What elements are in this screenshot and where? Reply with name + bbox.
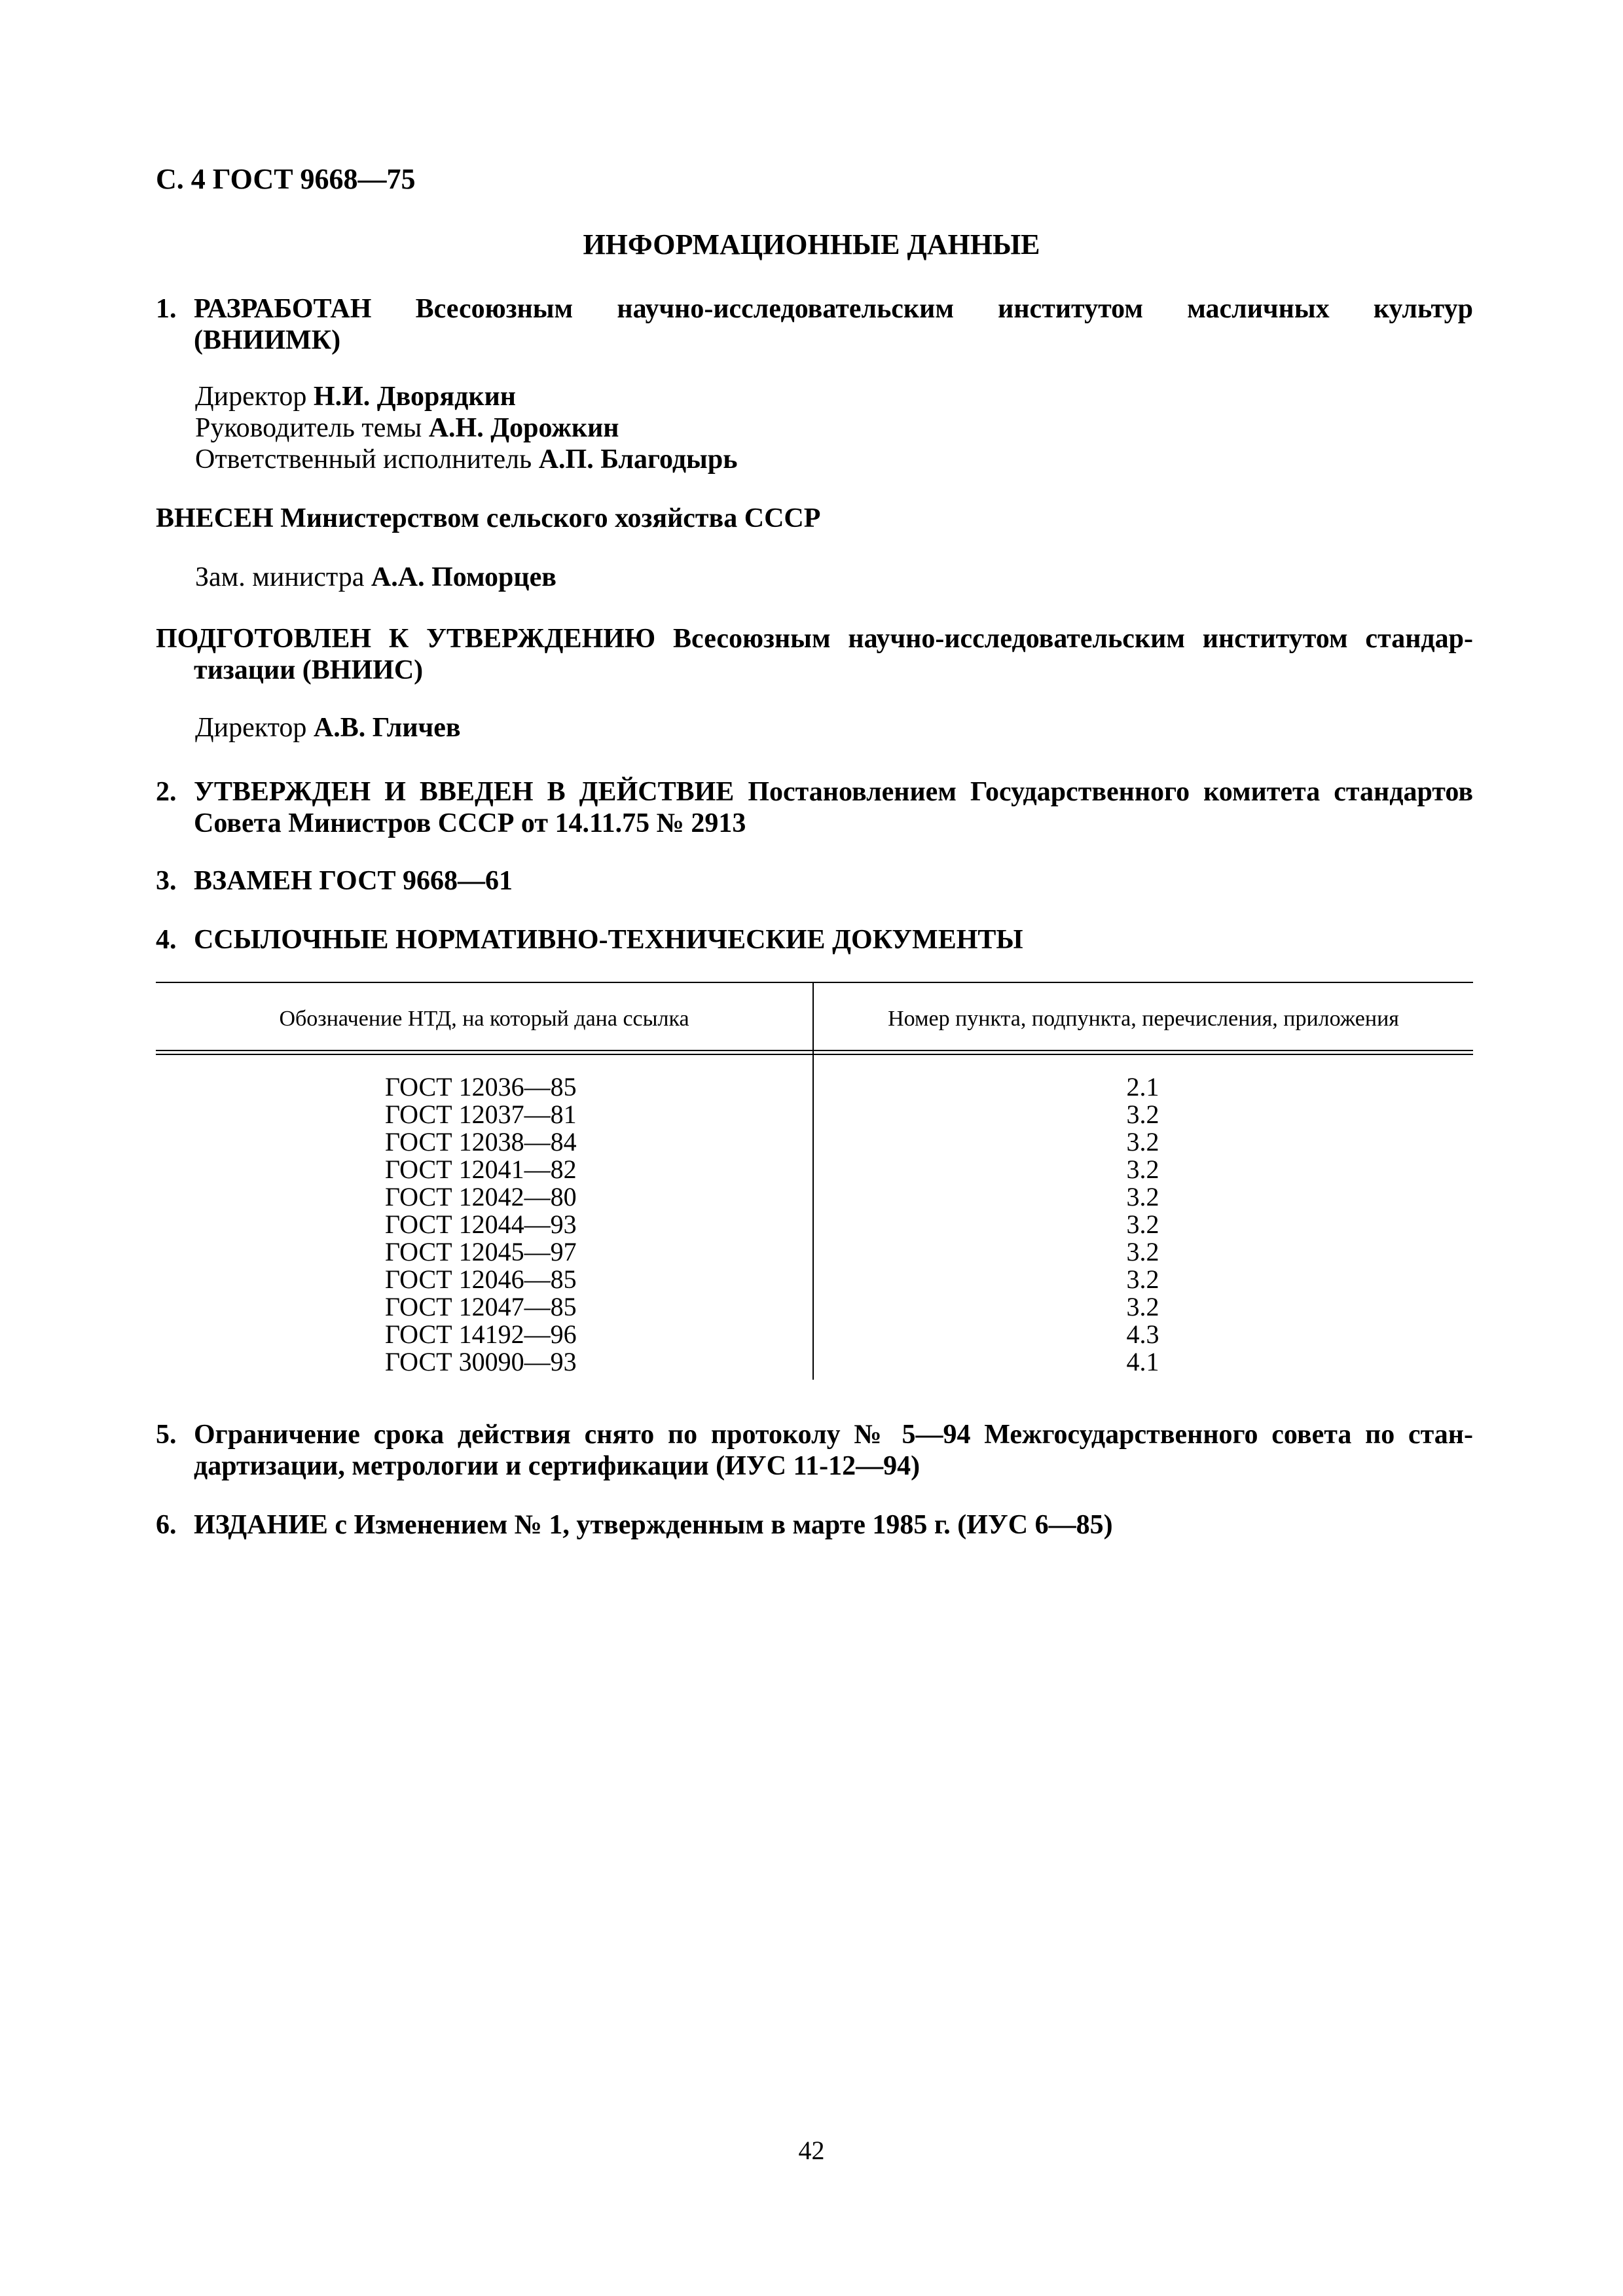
section-5 <box>156 1419 1473 1482</box>
table-cell-clause: 4.3 <box>1126 1319 1159 1349</box>
table-cell-clause: 3.2 <box>1126 1100 1159 1129</box>
table-cell-designation: ГОСТ 12044—93 <box>385 1210 577 1239</box>
table-top-rule <box>156 982 1473 983</box>
table-cell-clause: 3.2 <box>1126 1127 1159 1157</box>
section-2-line-1: 2. УТВЕРЖДЕН И ВВЕДЕН В ДЕЙСТВИЕ Постановлением Государственного комитета стандартов <box>156 777 1473 807</box>
page-number: 42 <box>798 2136 825 2165</box>
table-cell-clause: 3.2 <box>1126 1265 1159 1294</box>
table-column-designation <box>385 1073 577 1376</box>
director-vniis: Директор А.В. Гличев <box>195 713 461 743</box>
section-2-line-2: Совета Министров СССР от 14.11.75 № 2913 <box>194 808 746 838</box>
developers-list <box>156 381 1512 475</box>
developer-director: Директор Н.И. Дворядкин <box>195 382 516 412</box>
section-5-line-1: 5. Ограничение срока действия снято по протоколу № 5—94 Межгосударственного совета по стан- <box>156 1420 1473 1450</box>
developer-theme-lead: Руководитель темы А.Н. Дорожкин <box>195 413 619 443</box>
table-cell-clause: 3.2 <box>1126 1292 1159 1321</box>
table-cell-designation: ГОСТ 12041—82 <box>385 1155 577 1184</box>
table-header-designation: Обозначение НТД, на который дана ссылка <box>279 1007 689 1031</box>
table-cell-designation: ГОСТ 12046—85 <box>385 1265 577 1294</box>
table-cell-clause: 3.2 <box>1126 1182 1159 1211</box>
table-cell-designation: ГОСТ 12036—85 <box>385 1072 577 1102</box>
table-header-clause: Номер пункта, подпункта, перечисления, приложения <box>888 1007 1399 1031</box>
section-6: 6. ИЗДАНИЕ с Изменением № 1, утвержденным в марте 1985 г. (ИУС 6—85) <box>156 1510 1113 1540</box>
table-cell-clause: 3.2 <box>1126 1155 1159 1184</box>
section-3: 3. ВЗАМЕН ГОСТ 9668—61 <box>156 866 513 896</box>
submitted-by: ВНЕСЕН Министерством сельского хозяйства СССР <box>156 503 821 533</box>
table-cell-designation: ГОСТ 12038—84 <box>385 1127 577 1157</box>
references-table <box>156 982 1473 1388</box>
table-cell-clause: 2.1 <box>1126 1072 1159 1102</box>
page-title: ИНФОРМАЦИОННЫЕ ДАННЫЕ <box>583 228 1040 260</box>
section-1 <box>156 293 1473 356</box>
table-cell-clause: 3.2 <box>1126 1237 1159 1266</box>
section-1-line-1: 1. РАЗРАБОТАН Всесоюзным научно-исследовательским институтом масличных культур <box>156 294 1473 324</box>
table-cell-designation: ГОСТ 12047—85 <box>385 1292 577 1321</box>
table-cell-designation: ГОСТ 14192—96 <box>385 1319 577 1349</box>
prepared-line-2: тизации (ВНИИС) <box>194 655 424 685</box>
table-header-rule-2 <box>156 1054 1473 1055</box>
prepared-line-1: ПОДГОТОВЛЕН К УТВЕРЖДЕНИЮ Всесоюзным научно-исследовательским институтом стандар- <box>156 624 1473 654</box>
developer-executor: Ответственный исполнитель А.П. Благодырь <box>195 444 738 475</box>
table-column-clause <box>812 1073 1473 1376</box>
table-cell-clause: 3.2 <box>1126 1210 1159 1239</box>
page-header: С. 4 ГОСТ 9668—75 <box>156 163 416 195</box>
section-2 <box>156 776 1473 839</box>
table-cell-designation: ГОСТ 30090—93 <box>385 1347 577 1376</box>
prepared-by <box>156 623 1473 686</box>
section-4: 4. ССЫЛОЧНЫЕ НОРМАТИВНО-ТЕХНИЧЕСКИЕ ДОКУМЕНТЫ <box>156 925 1023 955</box>
table-header-rule-1 <box>156 1050 1473 1051</box>
table-cell-clause: 4.1 <box>1126 1347 1159 1376</box>
table-cell-designation: ГОСТ 12037—81 <box>385 1100 577 1129</box>
table-cell-designation: ГОСТ 12042—80 <box>385 1182 577 1211</box>
deputy-minister: Зам. министра А.А. Поморцев <box>195 562 556 592</box>
section-1-line-2: (ВНИИМК) <box>194 325 341 355</box>
section-5-line-2: дартизации, метрологии и сертификации (ИУС 11-12—94) <box>194 1451 921 1481</box>
table-cell-designation: ГОСТ 12045—97 <box>385 1237 577 1266</box>
